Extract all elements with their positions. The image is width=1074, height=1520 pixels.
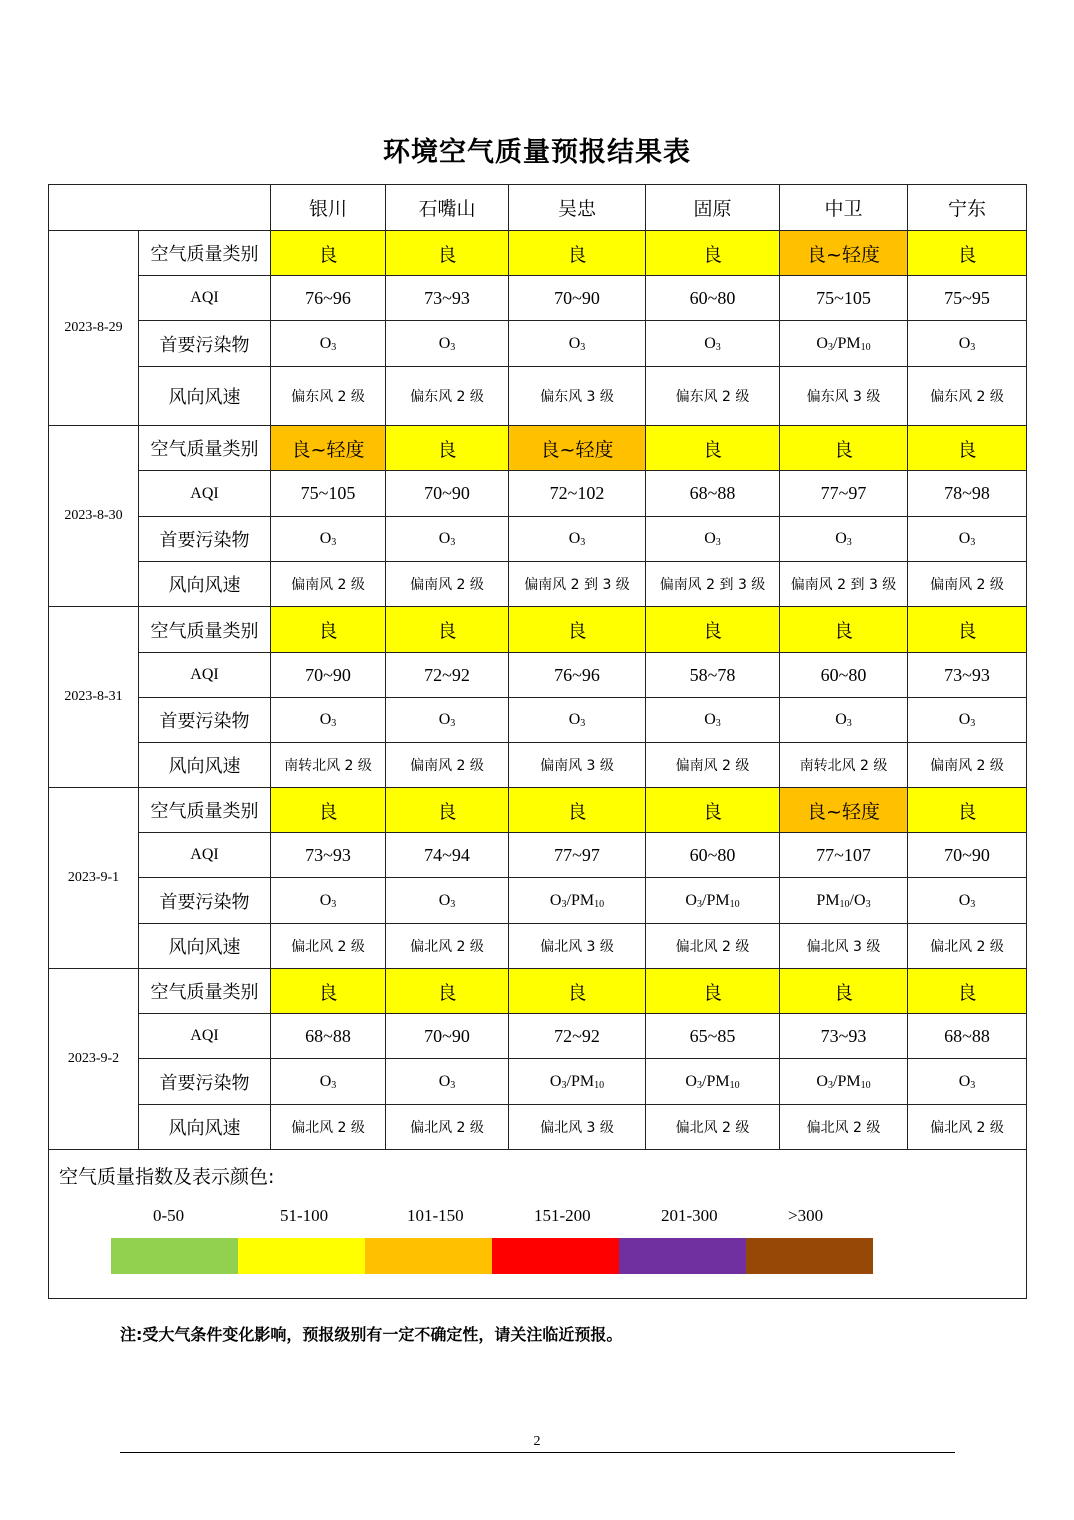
air-quality-category: 良 <box>509 788 646 833</box>
legend-item <box>365 1206 492 1282</box>
page-number: 2 <box>533 1434 541 1449</box>
air-quality-category: 良 <box>908 969 1027 1014</box>
aqi-value: 76~96 <box>509 653 646 698</box>
primary-pollutant: $O_3/PM_{10}$ <box>780 321 908 367</box>
aqi-label: AQI <box>139 471 271 517</box>
pollutant-row <box>49 1059 1027 1105</box>
aqi-row <box>49 833 1027 878</box>
header-corner <box>49 185 271 231</box>
aqi-value: 73~93 <box>271 833 386 878</box>
wind-forecast: 偏北风 2 级 <box>646 1105 780 1150</box>
primary-pollutant: $O_3$ <box>908 878 1027 924</box>
wind-forecast: 南转北风 2 级 <box>271 743 386 788</box>
page-title: 环境空气质量预报结果表 <box>383 137 691 168</box>
wind-forecast: 偏北风 2 级 <box>908 924 1027 969</box>
forecast-date: 2023-9-1 <box>49 788 139 969</box>
forecast-table <box>48 184 1027 1299</box>
pollutant-row <box>49 698 1027 743</box>
wind-forecast: 偏北风 2 级 <box>386 924 509 969</box>
primary-pollutant: $O_3$ <box>908 1059 1027 1105</box>
wind-forecast: 偏北风 2 级 <box>646 924 780 969</box>
aqi-value: 78~98 <box>908 471 1027 517</box>
primary-pollutant: $O_3$ <box>386 1059 509 1105</box>
legend-range: 201-300 <box>661 1206 718 1225</box>
aqi-value: 65~85 <box>646 1014 780 1059</box>
wind-forecast: 偏南风 2 级 <box>908 562 1027 607</box>
legend-color-swatch <box>492 1238 619 1274</box>
air-quality-category: 良 <box>908 426 1027 471</box>
air-quality-category: 良 <box>646 607 780 653</box>
legend-color-swatch <box>619 1238 746 1274</box>
wind-forecast: 偏北风 2 级 <box>271 924 386 969</box>
wind-forecast: 偏南风 2 到 3 级 <box>780 562 908 607</box>
wind-forecast: 偏东风 2 级 <box>386 367 509 426</box>
primary-pollutant: $O_3$ <box>271 321 386 367</box>
aqi-value: 76~96 <box>271 276 386 321</box>
primary-pollutant: $O_3$ <box>646 321 780 367</box>
wind-forecast: 偏南风 2 级 <box>386 743 509 788</box>
wind-label: 风向风速 <box>139 562 271 607</box>
category-row <box>49 231 1027 276</box>
wind-label: 风向风速 <box>139 743 271 788</box>
legend-item <box>746 1206 873 1282</box>
city-header: 宁东 <box>908 185 1027 231</box>
legend-section <box>49 1150 1027 1299</box>
legend-color-swatch <box>111 1238 238 1274</box>
legend-title: 空气质量指数及表示颜色: <box>59 1166 275 1188</box>
air-quality-category: 良 <box>646 426 780 471</box>
primary-pollutant: $PM_{10}/O_3$ <box>780 878 908 924</box>
primary-pollutant: $O_3$ <box>780 517 908 562</box>
aqi-label: AQI <box>139 1014 271 1059</box>
category-row <box>49 969 1027 1014</box>
aqi-row <box>49 471 1027 517</box>
aqi-value: 77~97 <box>780 471 908 517</box>
air-quality-category: 良 <box>908 607 1027 653</box>
wind-forecast: 偏东风 3 级 <box>509 367 646 426</box>
aqi-label: AQI <box>139 833 271 878</box>
primary-pollutant: $O_3/PM_{10}$ <box>509 878 646 924</box>
aqi-value: 75~105 <box>780 276 908 321</box>
legend-range: 101-150 <box>407 1206 464 1225</box>
aqi-value: 77~107 <box>780 833 908 878</box>
legend-item <box>238 1206 365 1282</box>
primary-pollutant: $O_3$ <box>271 878 386 924</box>
aqi-row <box>49 276 1027 321</box>
air-quality-category: 良 <box>509 969 646 1014</box>
aqi-value: 70~90 <box>271 653 386 698</box>
primary-pollutant: $O_3$ <box>908 321 1027 367</box>
aqi-row <box>49 653 1027 698</box>
wind-forecast: 偏南风 2 到 3 级 <box>646 562 780 607</box>
aqi-value: 70~90 <box>908 833 1027 878</box>
air-quality-category: 良 <box>780 426 908 471</box>
category-label: 空气质量类别 <box>139 607 271 653</box>
air-quality-category: 良 <box>908 788 1027 833</box>
wind-forecast: 偏北风 3 级 <box>509 924 646 969</box>
aqi-value: 73~93 <box>386 276 509 321</box>
header-row <box>49 185 1027 231</box>
air-quality-category: 良~轻度 <box>780 231 908 276</box>
legend-color-swatch <box>238 1238 365 1274</box>
city-header: 石嘴山 <box>386 185 509 231</box>
air-quality-category: 良 <box>271 788 386 833</box>
pollutant-label: 首要污染物 <box>139 878 271 924</box>
pollutant-row <box>49 321 1027 367</box>
primary-pollutant: $O_3$ <box>908 517 1027 562</box>
category-row <box>49 426 1027 471</box>
primary-pollutant: $O_3$ <box>509 517 646 562</box>
wind-forecast: 偏南风 2 到 3 级 <box>509 562 646 607</box>
wind-forecast: 偏北风 2 级 <box>908 1105 1027 1150</box>
wind-row <box>49 562 1027 607</box>
wind-forecast: 偏东风 3 级 <box>780 367 908 426</box>
wind-forecast: 偏北风 3 级 <box>509 1105 646 1150</box>
air-quality-category: 良 <box>271 231 386 276</box>
aqi-value: 73~93 <box>908 653 1027 698</box>
city-header: 吴忠 <box>509 185 646 231</box>
legend-range: 51-100 <box>280 1206 329 1225</box>
aqi-value: 70~90 <box>386 471 509 517</box>
primary-pollutant: $O_3$ <box>271 698 386 743</box>
category-label: 空气质量类别 <box>139 969 271 1014</box>
aqi-value: 75~105 <box>271 471 386 517</box>
air-quality-category: 良~轻度 <box>780 788 908 833</box>
primary-pollutant: $O_3$ <box>509 698 646 743</box>
primary-pollutant: $O_3/PM_{10}$ <box>509 1059 646 1105</box>
forecast-date: 2023-8-31 <box>49 607 139 788</box>
category-label: 空气质量类别 <box>139 426 271 471</box>
air-quality-category: 良~轻度 <box>509 426 646 471</box>
legend-color-swatch <box>746 1238 873 1274</box>
air-quality-category: 良 <box>780 607 908 653</box>
primary-pollutant: $O_3/PM_{10}$ <box>780 1059 908 1105</box>
air-quality-category: 良 <box>386 231 509 276</box>
forecast-date: 2023-8-29 <box>49 231 139 426</box>
primary-pollutant: $O_3$ <box>908 698 1027 743</box>
wind-forecast: 偏南风 2 级 <box>646 743 780 788</box>
primary-pollutant: $O_3/PM_{10}$ <box>646 878 780 924</box>
aqi-label: AQI <box>139 276 271 321</box>
pollutant-label: 首要污染物 <box>139 321 271 367</box>
wind-forecast: 偏东风 2 级 <box>908 367 1027 426</box>
primary-pollutant: $O_3$ <box>509 321 646 367</box>
footer-divider <box>120 1452 955 1453</box>
aqi-value: 72~92 <box>509 1014 646 1059</box>
wind-forecast: 偏北风 2 级 <box>780 1105 908 1150</box>
primary-pollutant: $O_3$ <box>386 321 509 367</box>
forecast-note: 注:受大气条件变化影响，预报级别有一定不确定性，请关注临近预报。 <box>120 1325 623 1344</box>
forecast-table-body <box>49 185 1027 1150</box>
primary-pollutant: $O_3$ <box>386 878 509 924</box>
air-quality-category: 良 <box>271 607 386 653</box>
pollutant-row <box>49 878 1027 924</box>
aqi-value: 60~80 <box>646 833 780 878</box>
wind-row <box>49 743 1027 788</box>
legend-range: 0-50 <box>153 1206 185 1225</box>
aqi-value: 72~92 <box>386 653 509 698</box>
primary-pollutant: $O_3$ <box>646 517 780 562</box>
legend-scale <box>111 1206 873 1282</box>
wind-forecast: 偏南风 3 级 <box>509 743 646 788</box>
wind-forecast: 偏北风 3 级 <box>780 924 908 969</box>
primary-pollutant: $O_3$ <box>386 517 509 562</box>
air-quality-category: 良 <box>780 969 908 1014</box>
wind-label: 风向风速 <box>139 924 271 969</box>
aqi-value: 75~95 <box>908 276 1027 321</box>
aqi-value: 68~88 <box>271 1014 386 1059</box>
aqi-value: 60~80 <box>646 276 780 321</box>
aqi-value: 72~102 <box>509 471 646 517</box>
city-header: 中卫 <box>780 185 908 231</box>
aqi-value: 74~94 <box>386 833 509 878</box>
aqi-value: 60~80 <box>780 653 908 698</box>
air-quality-category: 良 <box>386 607 509 653</box>
city-header: 银川 <box>271 185 386 231</box>
legend-range: 151-200 <box>534 1206 591 1225</box>
wind-label: 风向风速 <box>139 1105 271 1150</box>
primary-pollutant: $O_3/PM_{10}$ <box>646 1059 780 1105</box>
air-quality-category: 良 <box>646 788 780 833</box>
air-quality-category: 良 <box>386 426 509 471</box>
air-quality-category: 良 <box>646 969 780 1014</box>
aqi-value: 73~93 <box>780 1014 908 1059</box>
wind-row <box>49 367 1027 426</box>
category-label: 空气质量类别 <box>139 788 271 833</box>
pollutant-label: 首要污染物 <box>139 517 271 562</box>
wind-label: 风向风速 <box>139 367 271 426</box>
primary-pollutant: $O_3$ <box>386 698 509 743</box>
aqi-value: 70~90 <box>509 276 646 321</box>
aqi-value: 77~97 <box>509 833 646 878</box>
wind-forecast: 偏南风 2 级 <box>908 743 1027 788</box>
air-quality-category: 良 <box>509 231 646 276</box>
category-row <box>49 607 1027 653</box>
air-quality-category: 良 <box>271 969 386 1014</box>
wind-forecast: 偏东风 2 级 <box>271 367 386 426</box>
wind-forecast: 偏东风 2 级 <box>646 367 780 426</box>
air-quality-category: 良 <box>509 607 646 653</box>
primary-pollutant: $O_3$ <box>646 698 780 743</box>
aqi-value: 58~78 <box>646 653 780 698</box>
air-quality-category: 良 <box>386 969 509 1014</box>
air-quality-category: 良~轻度 <box>271 426 386 471</box>
air-quality-category: 良 <box>908 231 1027 276</box>
forecast-date: 2023-9-2 <box>49 969 139 1150</box>
pollutant-row <box>49 517 1027 562</box>
legend-color-swatch <box>365 1238 492 1274</box>
primary-pollutant: $O_3$ <box>780 698 908 743</box>
primary-pollutant: $O_3$ <box>271 1059 386 1105</box>
aqi-label: AQI <box>139 653 271 698</box>
legend-item <box>492 1206 619 1282</box>
aqi-value: 68~88 <box>908 1014 1027 1059</box>
wind-forecast: 偏南风 2 级 <box>271 562 386 607</box>
category-row <box>49 788 1027 833</box>
primary-pollutant: $O_3$ <box>271 517 386 562</box>
aqi-value: 70~90 <box>386 1014 509 1059</box>
pollutant-label: 首要污染物 <box>139 1059 271 1105</box>
aqi-value: 68~88 <box>646 471 780 517</box>
air-quality-category: 良 <box>386 788 509 833</box>
forecast-date: 2023-8-30 <box>49 426 139 607</box>
wind-forecast: 偏北风 2 级 <box>386 1105 509 1150</box>
wind-forecast: 偏北风 2 级 <box>271 1105 386 1150</box>
legend-item <box>111 1206 238 1282</box>
legend-range: >300 <box>788 1206 824 1225</box>
pollutant-label: 首要污染物 <box>139 698 271 743</box>
wind-row <box>49 1105 1027 1150</box>
legend-item <box>619 1206 746 1282</box>
wind-forecast: 偏南风 2 级 <box>386 562 509 607</box>
aqi-row <box>49 1014 1027 1059</box>
category-label: 空气质量类别 <box>139 231 271 276</box>
wind-forecast: 南转北风 2 级 <box>780 743 908 788</box>
city-header: 固原 <box>646 185 780 231</box>
wind-row <box>49 924 1027 969</box>
air-quality-category: 良 <box>646 231 780 276</box>
